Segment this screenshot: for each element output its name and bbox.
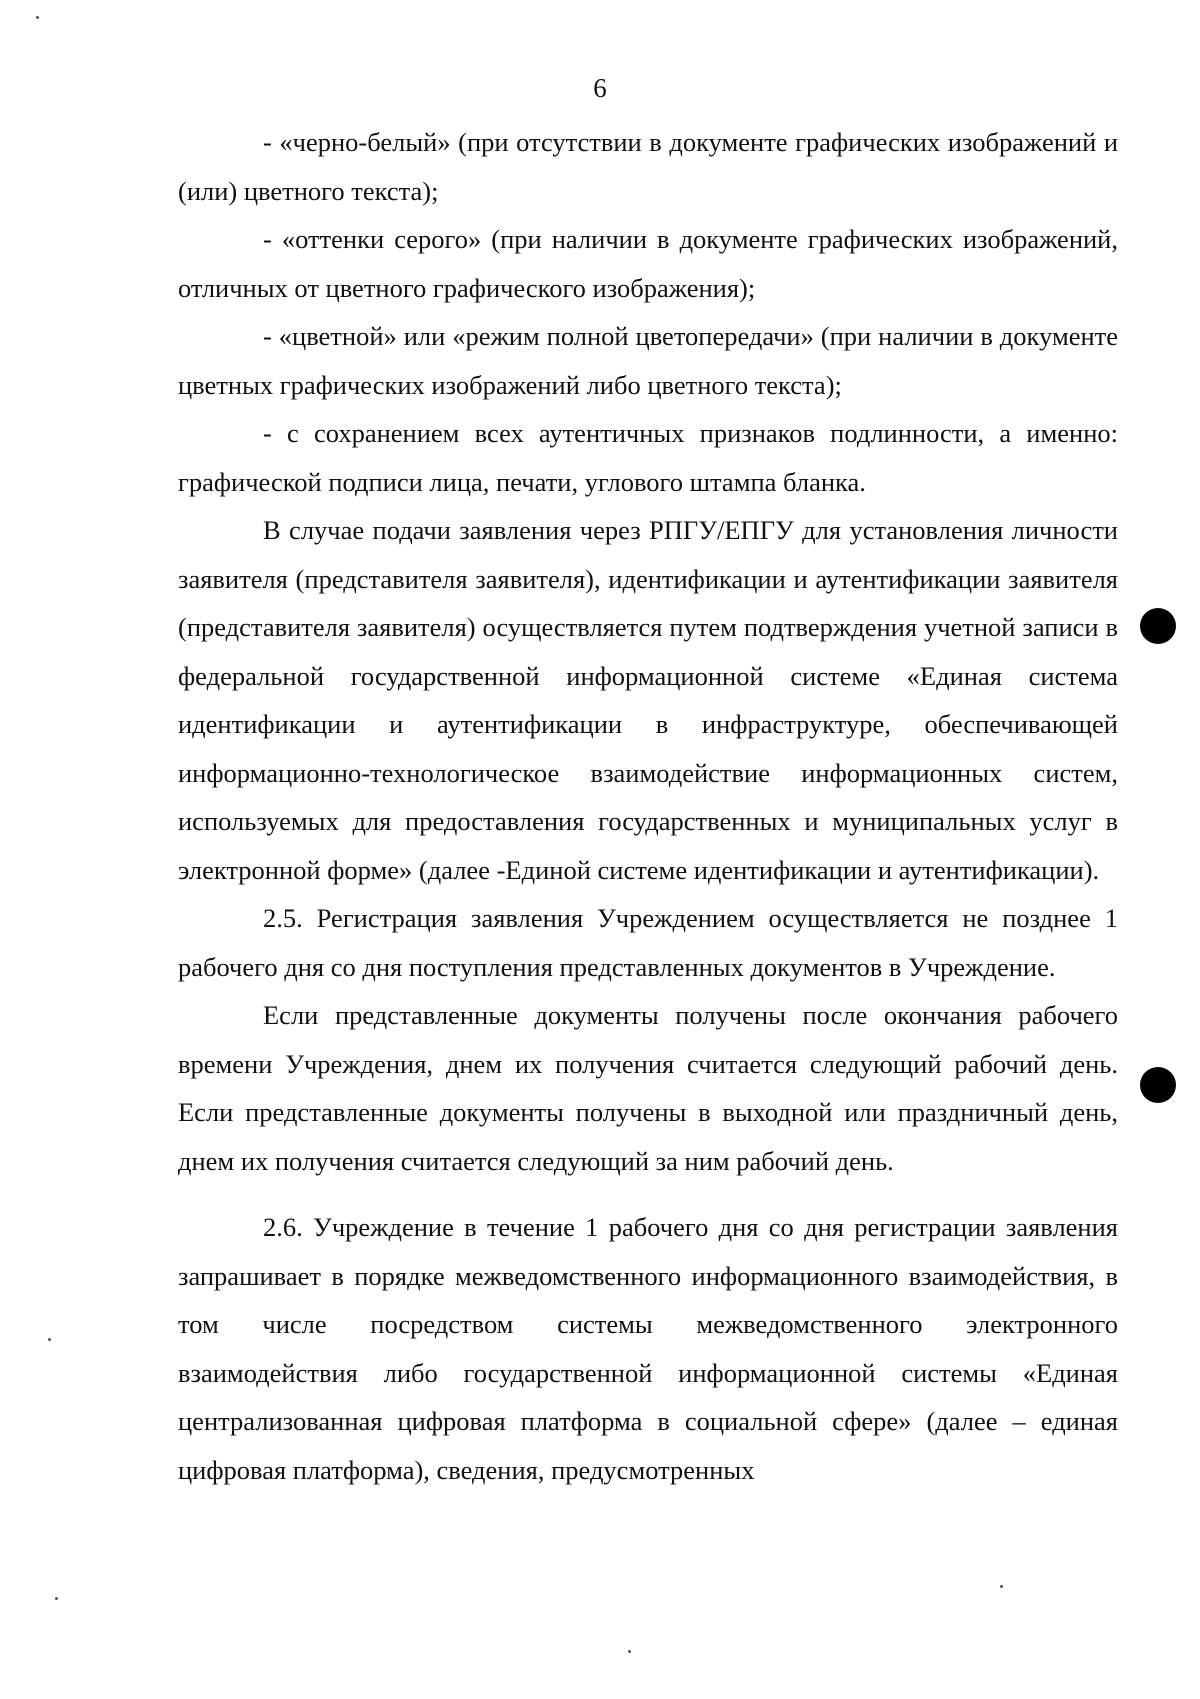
paragraph-after-hours: Если представленные документы получены после окончания рабочего времени Учреждения, днем их получения считается следующий рабочий день. Если представленные документы получены в выходной или праздничный день, днем их получения считается следующий за ним рабочий день. <box>178 1000 1118 1176</box>
list-item-grayscale-mode: - «оттенки серого» (при наличии в документе графических изображений, отличных от цветного графического изображения); <box>178 224 1118 303</box>
document-body <box>178 118 1118 1494</box>
list-item-authenticity: - с сохранением всех аутентичных признаков подлинности, а именно: графической подписи лица, печати, углового штампа бланка. <box>178 418 1118 497</box>
paragraph-identification: В случае подачи заявления через РПГУ/ЕПГУ для установления личности заявителя (представителя заявителя), идентификации и аутентификации заявителя (представителя заявителя) осуществляется путем подтверждения учетной записи в федеральной государственной информационной системе «Единая система идентификации и аутентификации в инфраструктуре, обеспечивающей информационно-технологическое взаимодействие информационных систем, используемых для предоставления государственных и муниципальных услуг в электронной форме» (далее -Единой системе идентификации и аутентификации). <box>178 515 1118 885</box>
scan-speck <box>628 1650 631 1653</box>
scan-speck <box>1000 1585 1003 1588</box>
punch-hole-mark <box>1140 608 1176 644</box>
scan-speck <box>36 16 39 19</box>
page-number: 6 <box>593 73 607 103</box>
paragraph-2-5-registration: 2.5. Регистрация заявления Учреждением осуществляется не позднее 1 рабочего дня со дня поступления представленных документов в Учреждение. <box>178 903 1118 982</box>
list-item-bw-mode: - «черно-белый» (при отсутствии в документе графических изображений и (или) цветного текста); <box>178 127 1118 206</box>
list-item-color-mode: - «цветной» или «режим полной цветопередачи» (при наличии в документе цветных графических изображений либо цветного текста); <box>178 321 1118 400</box>
paragraph-2-6-interagency: 2.6. Учреждение в течение 1 рабочего дня со дня регистрации заявления запрашивает в порядке межведомственного информационного взаимодействия, в том числе посредством системы межведомственного электронного взаимодействия либо государственной информационной системы «Единая централизованная цифровая платформа в социальной сфере» (далее – единая цифровая платформа), сведения, предусмотренных <box>178 1212 1118 1485</box>
scan-speck <box>55 1597 58 1600</box>
scan-speck <box>48 1338 51 1341</box>
punch-hole-mark <box>1140 1067 1176 1103</box>
